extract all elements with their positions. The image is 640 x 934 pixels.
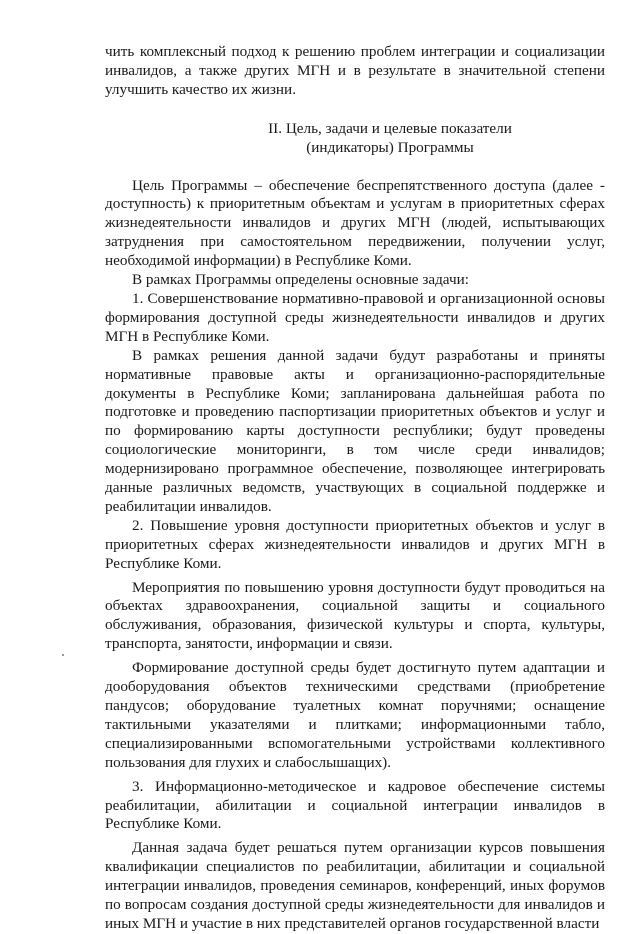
section-heading-line-1: II. Цель, задачи и целевые показатели — [268, 119, 512, 137]
scan-speck — [62, 654, 64, 656]
paragraph-task-2-measures: Мероприятия по повышению уровня доступности будут проводиться на объектах здравоохранения, социальной защиты и социального обслуживания, образования, физической культуры и спорта, культуры, транспорта, занятости, информации и связи. — [105, 578, 605, 653]
continuation-paragraph: чить комплексный подход к решению проблем интеграции и социализации инвалидов, а также других МГН и в результате в значительной степени улучшить качество их жизни. — [105, 43, 605, 98]
paragraph-task-3: 3. Информационно-методическое и кадровое обеспечение системы реабилитации, абилитации и социальной интеграции инвалидов в Республике Коми. — [105, 777, 605, 833]
paragraph-task-2-equipment: Формирование доступной среды будет достигнуто путем адаптации и дооборудования объектов техническими средствами (приобретение пандусов; оборудование туалетных комнат поручнями; оснащение тактильными указателями и плитками; информационными табло, специализированными вспомогательными устройствами коллективного пользования для глухих и слабослышащих). — [105, 659, 605, 771]
paragraph-task-3-details: Данная задача будет решаться путем организации курсов повышения квалификации специалистов по реабилитации, абилитации и социальной интеграции инвалидов, проведения семинаров, конференций, иных форумов по вопросам создания доступной среды жизнедеятельности для инвалидов и иных МГН и участие в них представителей органов государственной власти — [105, 839, 605, 932]
document-body — [105, 43, 605, 934]
paragraph-task-1: 1. Совершенствование нормативно-правовой и организационной основы формирования доступной среды жизнедеятельности инвалидов и других МГН в Республике Коми. — [105, 289, 605, 345]
paragraph-task-2: 2. Повышение уровня доступности приоритетных объектов и услуг в приоритетных сферах жизнедеятельности инвалидов и других МГН в Республике Коми. — [105, 516, 605, 572]
paragraph-tasks-intro: В рамках Программы определены основные задачи: — [132, 271, 469, 289]
paragraph-task-1-details: В рамках решения данной задачи будут разработаны и приняты нормативные правовые акты и организационно-распорядительные документы в Республике Коми; запланирована дальнейшая работа по подготовке и проведению паспортизации приоритетных объектов и услуг и по формированию карты доступности республики; будут проведены социологические мониторинги, в том числе среди инвалидов; модернизировано программное обеспечение, позволяющее интегрировать данные различных ведомств, участвующих в социальной поддержке и реабилитации инвалидов. — [105, 346, 605, 515]
paragraph-goal: Цель Программы – обеспечение беспрепятственного доступа (далее - доступность) к приоритетным объектам и услугам в приоритетных сферах жизнедеятельности инвалидов и других МГН (людей, испытывающих затруднения при самостоятельном передвижении, получении услуг, необходимой информации) в Республике Коми. — [105, 176, 605, 270]
section-heading-line-2: (индикаторы) Программы — [306, 138, 474, 156]
